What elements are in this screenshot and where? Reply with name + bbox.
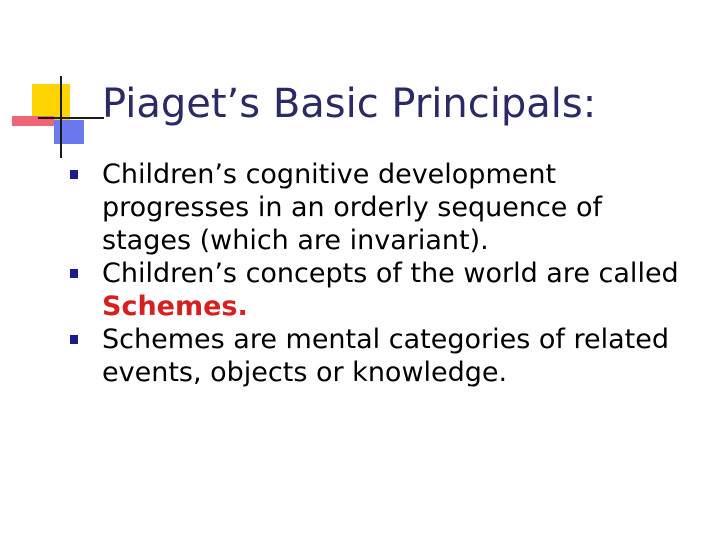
highlighted-term: Schemes.	[102, 291, 248, 322]
square-bullet-icon	[70, 170, 78, 179]
bullet-item-1	[70, 158, 690, 257]
bullet-text: Children’s cognitive development progresses in an orderly sequence of stages (which are invariant).	[102, 159, 603, 256]
bullet-text: Schemes are mental categories of related events, objects or knowledge.	[102, 324, 669, 388]
bullet-item-2	[70, 257, 690, 323]
decorative-squares-logo-icon	[0, 0, 110, 170]
logo-horizontal-line	[38, 117, 104, 119]
logo-blue-square	[54, 120, 84, 144]
slide-title: Piaget’s Basic Principals:	[102, 81, 597, 127]
bullet-item-3	[70, 323, 690, 389]
bullet-text: Children’s concepts of the world are called	[102, 258, 679, 289]
square-bullet-icon	[70, 269, 78, 278]
square-bullet-icon	[70, 335, 78, 344]
bullet-list	[70, 158, 690, 389]
